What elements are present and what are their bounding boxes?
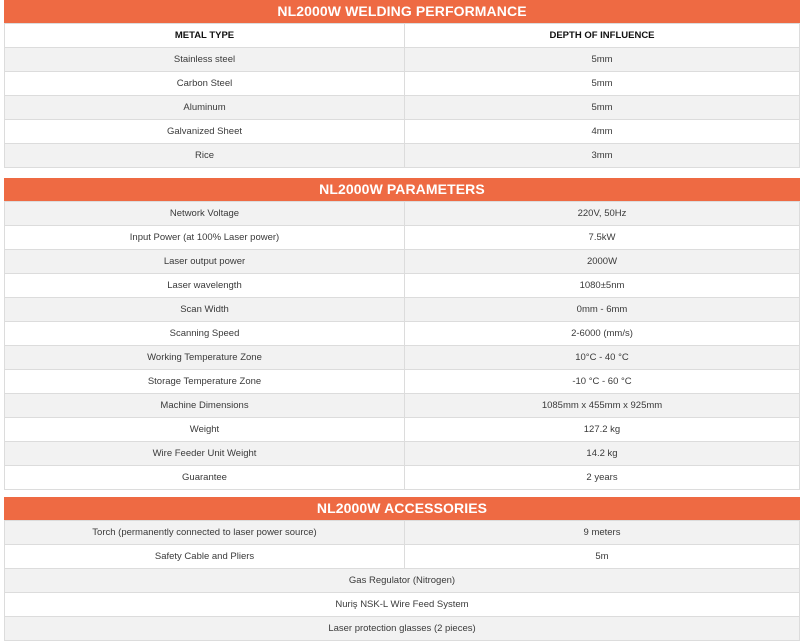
table-row <box>5 370 800 394</box>
row-value: 4mm <box>405 120 800 144</box>
table-row <box>5 96 800 120</box>
row-value: 1080±5nm <box>405 274 800 298</box>
row-label: Galvanized Sheet <box>5 120 405 144</box>
table-row <box>5 250 800 274</box>
table-row <box>5 226 800 250</box>
table-row <box>5 394 800 418</box>
row-value: 0mm - 6mm <box>405 298 800 322</box>
row-value: 3mm <box>405 144 800 168</box>
table-row <box>5 322 800 346</box>
row-label: Storage Temperature Zone <box>5 370 405 394</box>
row-value: 2 years <box>405 466 800 490</box>
table-row <box>5 442 800 466</box>
accessory-item: Laser protection glasses (2 pieces) <box>5 617 800 641</box>
row-value: 14.2 kg <box>405 442 800 466</box>
row-value: 7.5kW <box>405 226 800 250</box>
row-label: Machine Dimensions <box>5 394 405 418</box>
column-header-depth: DEPTH OF INFLUENCE <box>405 24 800 48</box>
row-label: Working Temperature Zone <box>5 346 405 370</box>
row-value: 5m <box>405 545 800 569</box>
accessory-item: Gas Regulator (Nitrogen) <box>5 569 800 593</box>
parameters-section <box>4 178 800 490</box>
row-value: -10 °C - 60 °C <box>405 370 800 394</box>
row-label: Scanning Speed <box>5 322 405 346</box>
table-row <box>5 144 800 168</box>
table-row <box>5 274 800 298</box>
row-value: 2-6000 (mm/s) <box>405 322 800 346</box>
table-row <box>5 48 800 72</box>
table-row <box>5 418 800 442</box>
row-label: Weight <box>5 418 405 442</box>
row-label: Guarantee <box>5 466 405 490</box>
row-value: 1085mm x 455mm x 925mm <box>405 394 800 418</box>
welding-performance-section <box>4 0 800 168</box>
row-label: Input Power (at 100% Laser power) <box>5 226 405 250</box>
row-label: Laser wavelength <box>5 274 405 298</box>
row-value: 5mm <box>405 48 800 72</box>
row-label: Wire Feeder Unit Weight <box>5 442 405 466</box>
column-header-metal-type: METAL TYPE <box>5 24 405 48</box>
table-row <box>5 202 800 226</box>
table-row <box>5 593 800 617</box>
accessory-item: Nuriş NSK-L Wire Feed System <box>5 593 800 617</box>
row-label: Scan Width <box>5 298 405 322</box>
accessories-section <box>4 497 800 641</box>
row-label: Network Voltage <box>5 202 405 226</box>
welding-performance-title: NL2000W WELDING PERFORMANCE <box>4 0 800 23</box>
welding-performance-table <box>4 23 800 168</box>
accessories-title: NL2000W ACCESSORIES <box>4 497 800 520</box>
row-label: Stainless steel <box>5 48 405 72</box>
row-value: 5mm <box>405 96 800 120</box>
row-label: Laser output power <box>5 250 405 274</box>
table-row <box>5 346 800 370</box>
table-row <box>5 521 800 545</box>
row-label: Safety Cable and Pliers <box>5 545 405 569</box>
row-value: 127.2 kg <box>405 418 800 442</box>
row-value: 9 meters <box>405 521 800 545</box>
table-row <box>5 617 800 641</box>
table-header-row <box>5 24 800 48</box>
row-label: Carbon Steel <box>5 72 405 96</box>
row-label: Aluminum <box>5 96 405 120</box>
parameters-title: NL2000W PARAMETERS <box>4 178 800 201</box>
parameters-table <box>4 201 800 490</box>
table-row <box>5 569 800 593</box>
table-row <box>5 120 800 144</box>
row-value: 220V, 50Hz <box>405 202 800 226</box>
row-value: 2000W <box>405 250 800 274</box>
table-row <box>5 72 800 96</box>
row-value: 10°C - 40 °C <box>405 346 800 370</box>
row-value: 5mm <box>405 72 800 96</box>
row-label: Torch (permanently connected to laser power source) <box>5 521 405 545</box>
table-row <box>5 298 800 322</box>
row-label: Rice <box>5 144 405 168</box>
table-row <box>5 545 800 569</box>
accessories-table <box>4 520 800 641</box>
table-row <box>5 466 800 490</box>
